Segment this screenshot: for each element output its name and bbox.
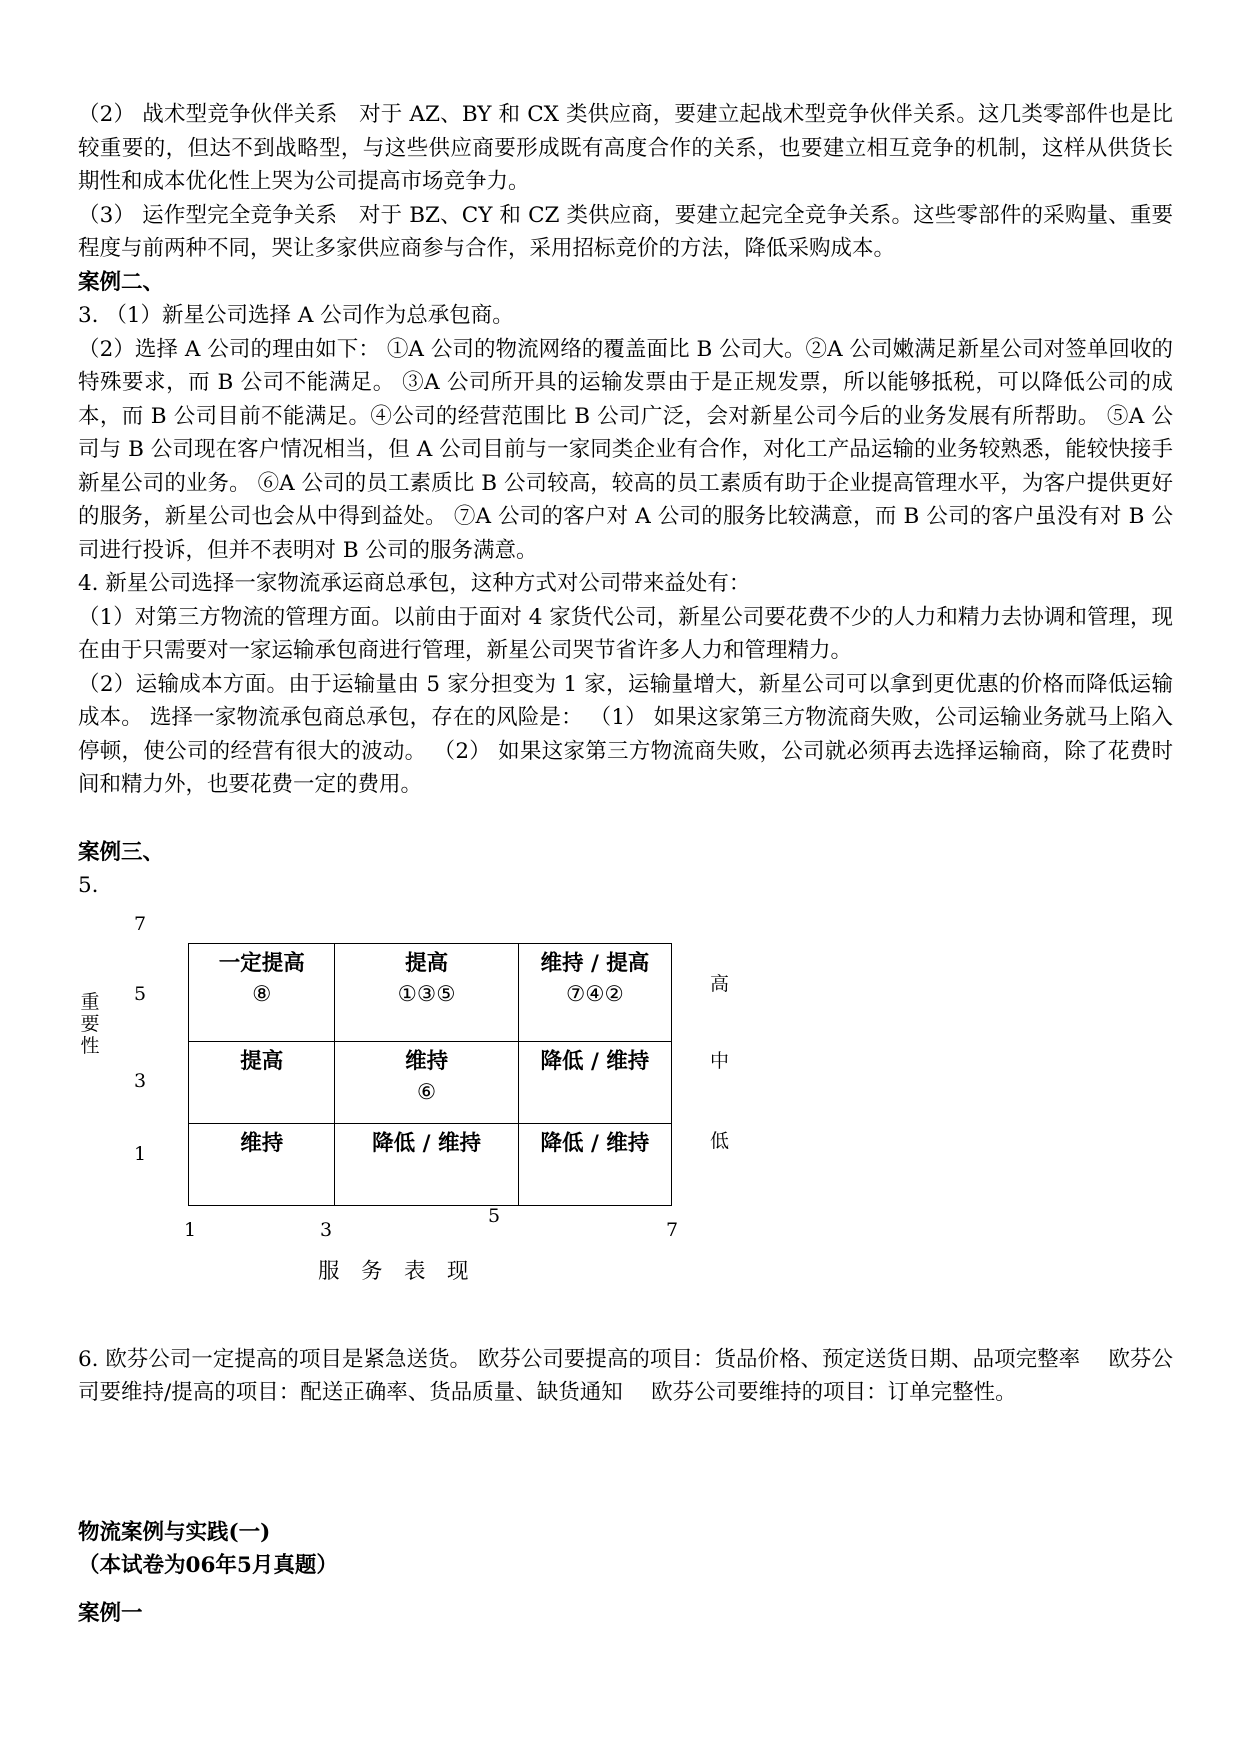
- q3-reasons: （2）选择 A 公司的理由如下： ①A 公司的物流网络的覆盖面比 B 公司大。②A 公司嫩满足新星公司对签单回收的特殊要求，而 B 公司不能满足。 ③A 公司所开具的运输发票由于是正规发票，所以能够抵税，可以降低公司的成本，而 B 公司目前不能满足。④公司的经营范围比 B 公司广泛，会对新星公司今后的业务发展有所帮助。 ⑤A 公司与 B 公司现在客户情况相当，但 A 公司目前与一家同类企业有合作，对化工产品运输的业务较熟悉，能较快接手新星公司的业务。 ⑥A 公司的员工素质比 B 公司较高，较高的员工素质有助于企业提高管理水平，为客户提供更好的服务，新星公司也会从中得到益处。 ⑦A 公司的客户对 A 公司的服务比较满意，而 B 公司的客户虽没有对 B 公司进行投诉，但并不表明对 B 公司的服务满意。: [78, 336, 1173, 563]
- document-page: [78, 98, 1173, 1630]
- side-label-mid: 中: [710, 1049, 730, 1072]
- q3-answer: 3. （1）新星公司选择 A 公司作为总承包商。: [78, 303, 514, 328]
- y-tick-3: 3: [134, 1069, 147, 1092]
- q5-label: 5.: [78, 873, 99, 898]
- cell-r3-c3: 降低 / 维持: [518, 1123, 671, 1205]
- cell-r3-c2: 降低 / 维持: [335, 1123, 518, 1205]
- exam-title: 物流案例与实践(一): [78, 1519, 271, 1545]
- exam-subtitle: （本试卷为06年5月真题）: [78, 1553, 338, 1578]
- x-tick-1: 1: [184, 1218, 197, 1241]
- y-tick-7: 7: [134, 912, 147, 935]
- side-label-high: 高: [710, 972, 730, 995]
- case2-heading: 案例二、: [78, 269, 165, 295]
- y-tick-5: 5: [134, 982, 147, 1005]
- paragraph-tactical: （2） 战术型竞争伙伴关系 对于 AZ、BY 和 CX 类供应商，要建立起战术型竞争伙伴关系。这几类零部件也是比较重要的，但达不到战略型，与这些供应商要形成既有高度合作的关系，也要建立相互竞争的机制，这样从供货长期性和成本优化性上哭为公司提高市场竞争力。: [78, 102, 1173, 194]
- paragraph-operational: （3） 运作型完全竞争关系 对于 BZ、CY 和 CZ 类供应商，要建立起完全竞争关系。这些零部件的采购量、重要程度与前两种不同，哭让多家供应商参与合作，采用招标竞价的方法，降低采购成本。: [78, 202, 1173, 261]
- side-label-low: 低: [710, 1129, 730, 1152]
- q4-intro: 4. 新星公司选择一家物流承运商总承包，这种方式对公司带来益处有：: [78, 571, 751, 596]
- x-tick-5: 5: [488, 1204, 501, 1227]
- cell-r1-c1: 一定提高 ⑧: [189, 943, 335, 1041]
- x-tick-7: 7: [666, 1218, 679, 1241]
- q4-cost-risk: （2）运输成本方面。由于运输量由 5 家分担变为 1 家，运输量增大，新星公司可以拿到更优惠的价格而降低运输成本。 选择一家物流承包商总承包，存在的风险是： （1） 如果这家第三方物流商失败，公司运输业务就马上陷入停顿，使公司的经营有很大的波动。 （2） 如果这家第三方物流商失败，公司就必须再去选择运输商，除了花费时间和精力外，也要花费一定的费用。: [78, 671, 1173, 797]
- matrix-grid: [188, 943, 672, 1206]
- cell-r2-c2: 维持 ⑥: [335, 1041, 518, 1123]
- cell-r1-c2: 提高 ①③⑤: [335, 943, 518, 1041]
- cell-r2-c3: 降低 / 维持: [518, 1041, 671, 1123]
- cell-r3-c1: 维持: [189, 1123, 335, 1205]
- x-axis-label: 服 务 表 现: [318, 1258, 469, 1284]
- cell-r1-c3: 维持 / 提高 ⑦④②: [518, 943, 671, 1041]
- y-axis-label: 重 要 性: [80, 990, 100, 1057]
- case3-heading: 案例三、: [78, 839, 165, 865]
- x-tick-3: 3: [320, 1218, 333, 1241]
- q6-answer: 6. 欧芬公司一定提高的项目是紧急送货。 欧芬公司要提高的项目：货品价格、预定送货日期、品项完整率 欧芬公司要维持/提高的项目：配送正确率、货品质量、缺货通知 欧芬公司要维持的项目：订单完整性。: [78, 1346, 1173, 1405]
- case1-heading: 案例一: [78, 1600, 143, 1626]
- q4-management: （1）对第三方物流的管理方面。以前由于面对 4 家货代公司，新星公司要花费不少的人力和精力去协调和管理，现在由于只需要对一家运输承包商进行管理，新星公司哭节省许多人力和管理精力。: [78, 604, 1173, 663]
- importance-performance-matrix: [78, 903, 1173, 1343]
- y-tick-1: 1: [134, 1142, 147, 1165]
- cell-r2-c1: 提高: [189, 1041, 335, 1123]
